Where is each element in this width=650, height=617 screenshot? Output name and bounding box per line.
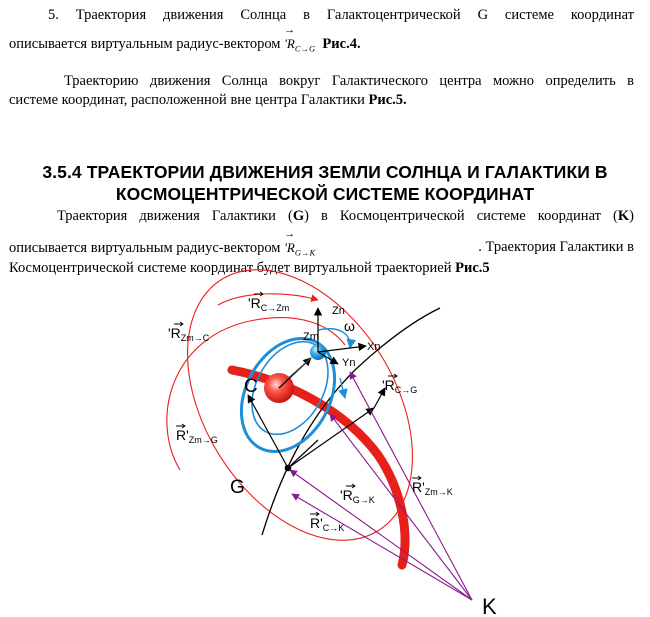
label-zn: Zn	[332, 305, 345, 317]
para7-line1-a: Траектория движения Галактики (	[57, 208, 293, 224]
vector-letter: R	[286, 36, 295, 51]
para5-fig-ref: Рис.4.	[322, 36, 361, 52]
thin-red-orbit	[141, 229, 459, 581]
r-sub: Zm→G	[188, 435, 218, 445]
vector-g-k-black	[288, 440, 318, 468]
r-main: R'	[310, 515, 323, 531]
label-r-g-k	[340, 487, 375, 505]
r-sub: C→G	[394, 385, 418, 395]
para7-line2-b: . Траектория Галактики в	[478, 239, 634, 255]
para7-line2-a: описывается виртуальным радиус-вектором	[9, 240, 285, 256]
para7-line1-g: G	[292, 208, 305, 224]
r-sub: G→K	[352, 495, 375, 505]
label-yn: Yn	[342, 357, 356, 369]
r-main: R'	[176, 427, 189, 443]
vector-r-zm-g	[248, 395, 288, 468]
section-heading-line1: 3.5.4 ТРАЕКТОРИИ ДВИЖЕНИЯ ЗЕМЛИ СОЛНЦА И ГАЛАКТИКИ В	[42, 162, 608, 182]
para7-line3-text: Космоцентрической системе координат будет виртуальной траекторией	[9, 260, 456, 276]
label-r-zm-g	[176, 427, 218, 445]
label-c: C	[244, 376, 258, 397]
r-main: 'R	[248, 295, 261, 311]
r-main: 'R	[168, 325, 181, 341]
purple-k-to-zm	[350, 372, 472, 600]
r-sub: C→K	[322, 523, 345, 533]
label-r-zm-c	[168, 325, 210, 343]
para7-line1-b: ) в Космоцентрической системе координат (	[304, 208, 618, 224]
vector-sub: G→K	[294, 247, 316, 258]
r-sub: Zm→C	[180, 333, 210, 343]
para7-line1-c: )	[629, 208, 634, 224]
vector-sub: C→G	[294, 43, 316, 54]
vector-arrows-over-labels	[174, 292, 421, 516]
para5-line1-text: 5. Траектория движения Солнца в Галактоцентрической G системе координат	[48, 7, 634, 23]
vector-r-zm-c	[286, 358, 311, 380]
label-zm: Zm	[303, 331, 319, 343]
para6-line1-text: Траекторию движения Солнца вокруг Галактического центра можно определить в	[64, 73, 634, 89]
section-heading-line2: КОСМОЦЕНТРИЧЕСКОЙ СИСТЕМЕ КООРДИНАТ	[115, 184, 535, 204]
r-main: 'R	[340, 487, 353, 503]
para7-line1-k: K	[617, 208, 630, 224]
para6-fig-ref: Рис.5.	[368, 92, 407, 108]
r-sub: Zm→K	[424, 487, 453, 497]
vector-arrow: →	[284, 24, 296, 36]
label-r-c-g	[382, 377, 417, 395]
para6-line2-text: системе координат, расположенной вне центра Галактики	[9, 92, 369, 108]
para7-fig-ref: Рис.5	[455, 260, 490, 276]
r-main: R'	[412, 479, 425, 495]
label-k: K	[482, 594, 497, 617]
vector-prime: '	[284, 36, 287, 51]
label-r-zm-k	[412, 479, 453, 497]
para5-line2-text: описывается виртуальным радиус-вектором	[9, 36, 285, 52]
vector-arrow: →	[284, 228, 296, 240]
label-omega: ω	[344, 318, 355, 334]
r-main: 'R	[382, 377, 395, 393]
vector-letter: R	[286, 240, 295, 255]
vector-prime: '	[284, 240, 287, 255]
purple-k-to-band	[292, 494, 472, 600]
label-r-c-zm	[248, 295, 289, 313]
label-g: G	[230, 477, 245, 498]
label-r-c-k	[310, 515, 344, 533]
label-xn: Xn	[367, 341, 381, 353]
r-sub: C→Zm	[260, 303, 290, 313]
purple-k-to-c	[330, 414, 472, 600]
